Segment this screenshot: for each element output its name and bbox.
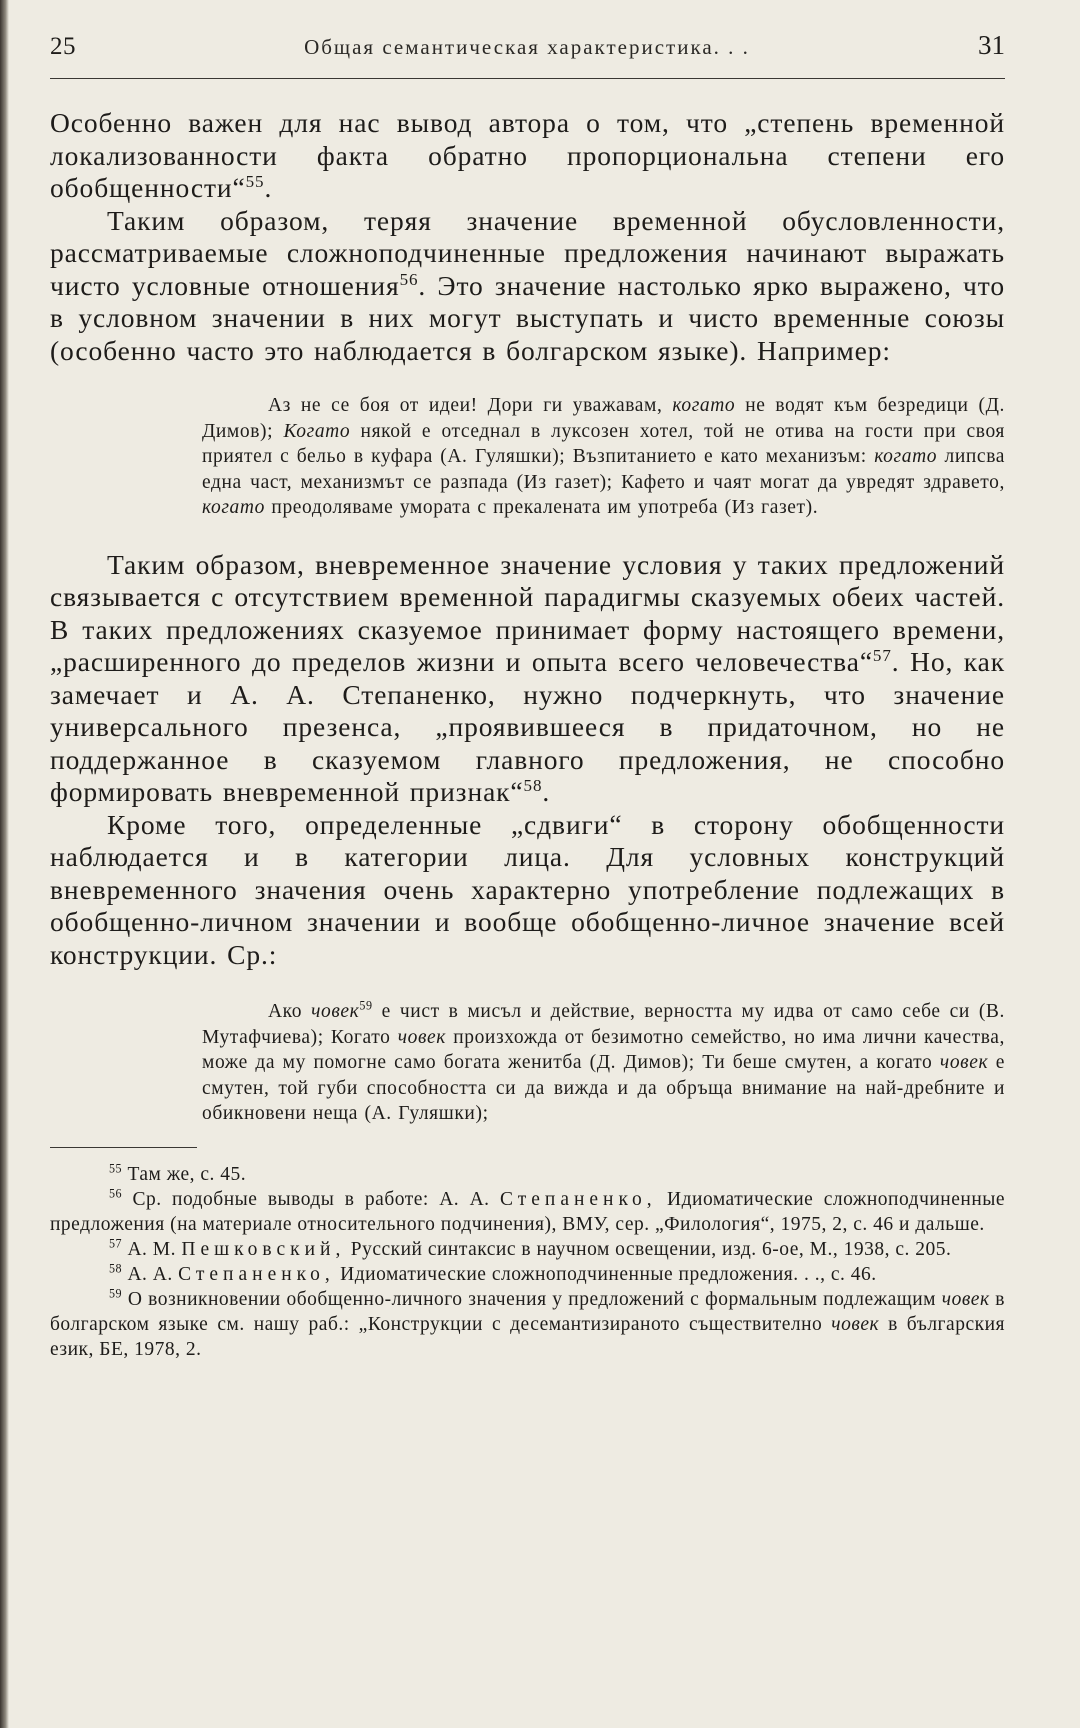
header-rule: [50, 78, 1005, 79]
footnote-rule: [50, 1147, 197, 1148]
paragraph-1: Особенно важен для нас вывод автора о том, что „степень временной локализованности факта обратно пропорциональна степени его обобщенности“$^{55}$.: [50, 107, 1005, 203]
page-number: 31: [977, 30, 1005, 60]
example-block-2: Ако човек$^{59}$ е чист в мисъл и действие, верността му идва от само себе си (В. Мутафчиева); Когато човек произхожда от безимотно семейство, но има лични качества, може да му помогне само богата женитба (Д. Димов); Ти беше смутен, а когато човек е смутен, той губи способността си да вижда и да обръща внимание на най-дребните и обикновени неща (А. Гуляшки);: [202, 998, 1006, 1124]
paragraph-2: Таким образом, теряя значение временной обусловленности, рассматриваемые сложноподчиненные предложения начинают выражать чисто условные отношения$^{56}$. Это значение настолько ярко выражено, что в условном значении в них могут выступать и чисто временные союзы (особенно часто это наблюдается в болгарском языке). Например:: [50, 204, 1005, 366]
book-spine-shadow: [0, 0, 9, 1728]
footnote-ref-55: 55: [245, 171, 265, 191]
footnote-ref-57: 57: [872, 645, 892, 665]
footnote-58: $^{58}$ А. А. Степаненко, Идиоматические сложноподчиненные предложения. . ., с. 46.: [109, 1261, 877, 1285]
paragraph-3: Таким образом, вневременное значение условия у таких предложений связывается с отсутствием временной парадигмы сказуемых обеих частей. В таких предложениях сказуемое принимает форму настоящего времени, „расширенного до пределов жизни и опыта всего человечества“$^{57}$. Но, как замечает и А. А. Степаненко, нужно подчеркнуть, что значение универсального презенса, „проявившееся в придаточном, но не поддержанное в сказуемом главного предложения, не способно формировать вневременной признак“$^{58}$.: [50, 548, 1005, 807]
footnote-ref-58: 58: [523, 775, 543, 795]
paragraph-4: Кроме того, определенные „сдвиги“ в сторону обобщенности наблюдается и в категории лица. Для условных конструкций вневременного значения очень характерно употребление подлежащих в обобщенно-личном значении и вообще обобщенно-личное значение всей конструкции. Ср.:: [50, 808, 1005, 970]
main-text: [50, 107, 1005, 1127]
running-title: Общая семантическая характеристика. . .: [304, 35, 750, 59]
left-page-number: 25: [50, 33, 76, 60]
footnote-ref-59: 59: [359, 998, 373, 1013]
footnote-59: $^{59}$ О возникновении обобщенно-личного значения у предложений с формальным подлежащим човек в болгарском языке см. нашу раб.: „Конструкции с десемантизираното съществително човек в българския език, БЕ, 1978, 2.: [50, 1286, 1006, 1360]
footnotes: [50, 1162, 1005, 1362]
running-header: [50, 30, 1005, 78]
example-block-1: Аз не се боя от идеи! Дори ги уважавам, когато не водят към безредици (Д. Димов); Когато някой е отседнал в луксозен хотел, той не отива на гости при своя приятел с бельо в куфара (А. Гуляшки); Възпитанието е като механизъм: когато липсва една част, механизмът се разпада (Из газет); Кафето и чаят могат да увредят здравето, когато преодоляваме умората с прекалената им употреба (Из газет).: [202, 395, 1006, 518]
book-page: [50, 30, 1005, 1362]
footnote-ref-56: 56: [399, 269, 419, 289]
footnote-55: $^{55}$ Там же, с. 45.: [109, 1161, 247, 1185]
footnote-56: $^{56}$ Ср. подобные выводы в работе: А. А. Степаненко, Идиоматические сложноподчиненные предложения (на материале относительного подчинения), ВМУ, сер. „Филология“, 1975, 2, с. 46 и дальше.: [50, 1186, 1006, 1235]
footnote-57: $^{57}$ А. М. Пешковский, Русский синтаксис в научном освещении, изд. 6-ое, М., 1938, с. 205.: [109, 1236, 952, 1260]
